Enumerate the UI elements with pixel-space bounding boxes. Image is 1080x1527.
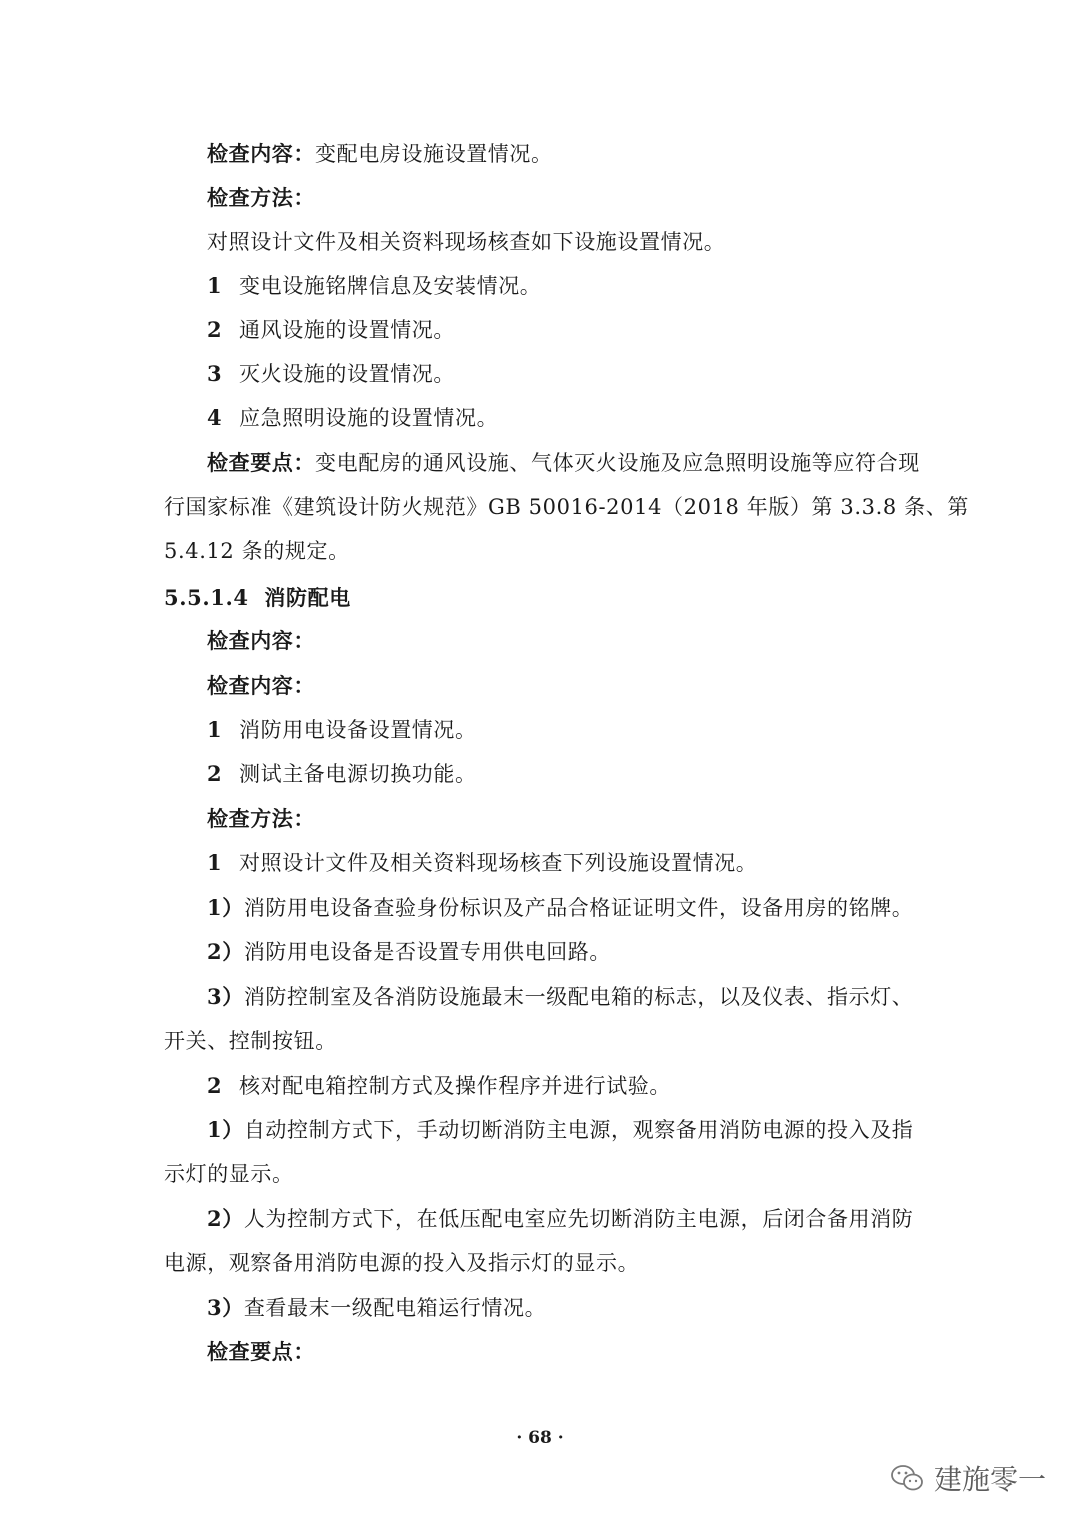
key-points-line — [207, 448, 920, 478]
sub-item-number: 2） — [207, 939, 244, 964]
page-number: · 68 · — [516, 1428, 564, 1448]
check-content-label: 检查内容： — [207, 141, 315, 166]
sub-item — [207, 937, 611, 967]
sub-item-text: 自动控制方式下，手动切断消防主电源，观察备用消防电源的投入及指 — [243, 1118, 914, 1142]
check-content-text: 变配电房设施设置情况。 — [315, 142, 553, 166]
list-item — [207, 359, 455, 389]
key-points-label: 检查要点： — [207, 1339, 315, 1364]
watermark-text: 建施零一 — [933, 1463, 1046, 1496]
list-item — [207, 1071, 671, 1101]
list-item — [207, 759, 477, 789]
list-item — [207, 848, 757, 878]
sub-item-text: 查看最末一级配电箱运行情况。 — [243, 1296, 547, 1320]
section-number: 5.5.1.4 — [164, 585, 249, 610]
sub-item-number: 1） — [207, 895, 244, 920]
list-item-number: 2 — [207, 1073, 223, 1098]
sub-item — [207, 893, 913, 923]
key-points-label: 检查要点： — [207, 450, 315, 475]
list-item-number: 1 — [207, 850, 223, 875]
list-item-text: 通风设施的设置情况。 — [239, 318, 455, 342]
sub-item-text: 人为控制方式下，在低压配电室应先切断消防主电源，后闭合备用消防 — [243, 1207, 914, 1231]
list-item — [207, 271, 541, 301]
section-title: 消防配电 — [264, 585, 351, 610]
list-item — [207, 315, 455, 345]
sub-item-number: 1） — [207, 1117, 244, 1142]
sub-item — [207, 1115, 913, 1145]
section-heading — [164, 583, 351, 613]
check-method-intro: 对照设计文件及相关资料现场核查如下设施设置情况。 — [207, 230, 726, 254]
sub-item — [207, 982, 913, 1012]
list-item-number: 4 — [207, 405, 223, 430]
watermark — [890, 1458, 1046, 1498]
sub-item-number: 3） — [207, 984, 244, 1009]
sub-item-number: 2） — [207, 1206, 244, 1231]
sub-item — [207, 1204, 913, 1234]
list-item-number: 1 — [207, 717, 223, 742]
list-item-text: 应急照明设施的设置情况。 — [239, 406, 499, 430]
sub-item-text: 消防控制室及各消防设施最末一级配电箱的标志，以及仪表、指示灯、 — [243, 985, 914, 1009]
key-points-continuation: 行国家标准《建筑设计防火规范》GB 50016-2014（2018 年版）第 3.3.8 条、第 — [164, 495, 969, 519]
sub-item-text: 消防用电设备是否设置专用供电回路。 — [243, 940, 612, 964]
sub-item-text: 消防用电设备查验身份标识及产品合格证证明文件，设备用房的铭牌。 — [243, 896, 914, 920]
list-item-number: 1 — [207, 273, 223, 298]
list-item-text: 核对配电箱控制方式及操作程序并进行试验。 — [239, 1074, 671, 1098]
check-content-line — [207, 139, 553, 169]
list-item-text: 变电设施铭牌信息及安装情况。 — [239, 274, 542, 298]
list-item-text: 消防用电设备设置情况。 — [239, 718, 477, 742]
list-item-number: 3 — [207, 361, 223, 386]
list-item-text: 对照设计文件及相关资料现场核查下列设施设置情况。 — [239, 851, 758, 875]
list-item — [207, 715, 477, 745]
list-item-text: 灭火设施的设置情况。 — [239, 362, 455, 386]
check-content-label: 检查内容： — [207, 628, 315, 653]
list-item — [207, 403, 498, 433]
key-points-continuation: 5.4.12 条的规定。 — [164, 539, 350, 563]
check-method-label: 检查方法： — [207, 185, 315, 210]
key-points-text: 变电配房的通风设施、气体灭火设施及应急照明设施等应符合现 — [315, 451, 920, 475]
check-method-label: 检查方法： — [207, 806, 315, 831]
sub-item-continuation: 示灯的显示。 — [164, 1162, 294, 1186]
list-item-text: 测试主备电源切换功能。 — [239, 762, 477, 786]
wechat-icon — [890, 1463, 924, 1493]
sub-item — [207, 1293, 546, 1323]
sub-item-number: 3） — [207, 1295, 244, 1320]
list-item-number: 2 — [207, 317, 223, 342]
sub-item-continuation: 电源，观察备用消防电源的投入及指示灯的显示。 — [164, 1251, 640, 1275]
sub-item-continuation: 开关、控制按钮。 — [164, 1029, 337, 1053]
list-item-number: 2 — [207, 761, 223, 786]
check-content-label: 检查内容： — [207, 673, 315, 698]
